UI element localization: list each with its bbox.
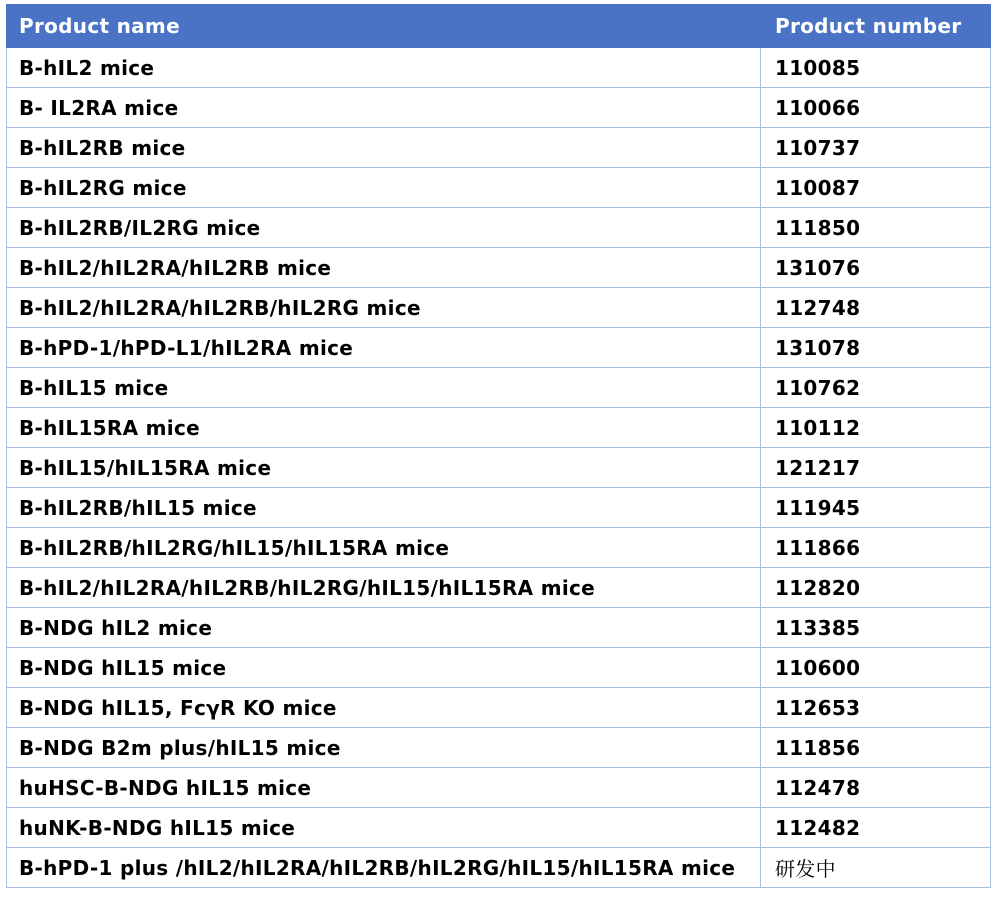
table-row <box>7 168 991 208</box>
product-number-cell: 112653 <box>761 688 991 728</box>
product-number-cell: 111945 <box>761 488 991 528</box>
product-number-cell: 111866 <box>761 528 991 568</box>
product-number-cell: 110762 <box>761 368 991 408</box>
table-row <box>7 848 991 888</box>
table-row <box>7 768 991 808</box>
product-name-cell: B-hPD-1 plus /hIL2/hIL2RA/hIL2RB/hIL2RG/hIL15/hIL15RA mice <box>7 848 761 888</box>
product-name-cell: B-hIL2RB/hIL2RG/hIL15/hIL15RA mice <box>7 528 761 568</box>
product-name-cell: B-hIL2RG mice <box>7 168 761 208</box>
product-name-cell: B-hPD-1/hPD-L1/hIL2RA mice <box>7 328 761 368</box>
product-name-cell: B-NDG hIL2 mice <box>7 608 761 648</box>
product-name-cell: B-hIL2/hIL2RA/hIL2RB/hIL2RG/hIL15/hIL15RA mice <box>7 568 761 608</box>
product-name-cell: huNK-B-NDG hIL15 mice <box>7 808 761 848</box>
table-body <box>7 48 991 888</box>
product-number-cell: 112748 <box>761 288 991 328</box>
product-name-cell: B-hIL15/hIL15RA mice <box>7 448 761 488</box>
table-row <box>7 368 991 408</box>
table-row <box>7 248 991 288</box>
product-number-cell: 113385 <box>761 608 991 648</box>
product-number-cell: 110066 <box>761 88 991 128</box>
product-number-cell: 111850 <box>761 208 991 248</box>
table-row <box>7 408 991 448</box>
product-name-cell: B-hIL2/hIL2RA/hIL2RB mice <box>7 248 761 288</box>
product-table <box>6 4 991 888</box>
product-table-container <box>6 4 990 888</box>
header-product-name: Product name <box>7 5 761 48</box>
product-number-cell: 112478 <box>761 768 991 808</box>
table-row <box>7 808 991 848</box>
table-row <box>7 528 991 568</box>
product-name-cell: B-hIL15 mice <box>7 368 761 408</box>
product-number-cell: 111856 <box>761 728 991 768</box>
product-name-cell: B-hIL2RB/IL2RG mice <box>7 208 761 248</box>
product-name-cell: B-hIL2 mice <box>7 48 761 88</box>
product-name-cell: B-hIL2/hIL2RA/hIL2RB/hIL2RG mice <box>7 288 761 328</box>
table-row <box>7 208 991 248</box>
table-row <box>7 328 991 368</box>
table-row <box>7 688 991 728</box>
product-name-cell: B- IL2RA mice <box>7 88 761 128</box>
product-name-cell: B-hIL2RB/hIL15 mice <box>7 488 761 528</box>
product-number-cell: 110600 <box>761 648 991 688</box>
table-row <box>7 448 991 488</box>
product-number-cell: 研发中 <box>761 848 991 888</box>
table-row <box>7 568 991 608</box>
product-number-cell: 131078 <box>761 328 991 368</box>
product-name-cell: B-NDG B2m plus/hIL15 mice <box>7 728 761 768</box>
product-number-cell: 110112 <box>761 408 991 448</box>
product-number-cell: 112820 <box>761 568 991 608</box>
product-number-cell: 110087 <box>761 168 991 208</box>
header-product-number: Product number <box>761 5 991 48</box>
product-name-cell: B-NDG hIL15 mice <box>7 648 761 688</box>
table-row <box>7 48 991 88</box>
table-row <box>7 288 991 328</box>
product-name-cell: B-NDG hIL15, FcγR KO mice <box>7 688 761 728</box>
product-number-cell: 121217 <box>761 448 991 488</box>
table-header-row <box>7 5 991 48</box>
product-name-cell: B-hIL2RB mice <box>7 128 761 168</box>
table-row <box>7 728 991 768</box>
product-number-cell: 110737 <box>761 128 991 168</box>
table-row <box>7 648 991 688</box>
table-row <box>7 608 991 648</box>
product-number-cell: 112482 <box>761 808 991 848</box>
product-number-cell: 131076 <box>761 248 991 288</box>
product-number-cell: 110085 <box>761 48 991 88</box>
product-name-cell: B-hIL15RA mice <box>7 408 761 448</box>
table-row <box>7 488 991 528</box>
table-row <box>7 88 991 128</box>
product-name-cell: huHSC-B-NDG hIL15 mice <box>7 768 761 808</box>
table-row <box>7 128 991 168</box>
